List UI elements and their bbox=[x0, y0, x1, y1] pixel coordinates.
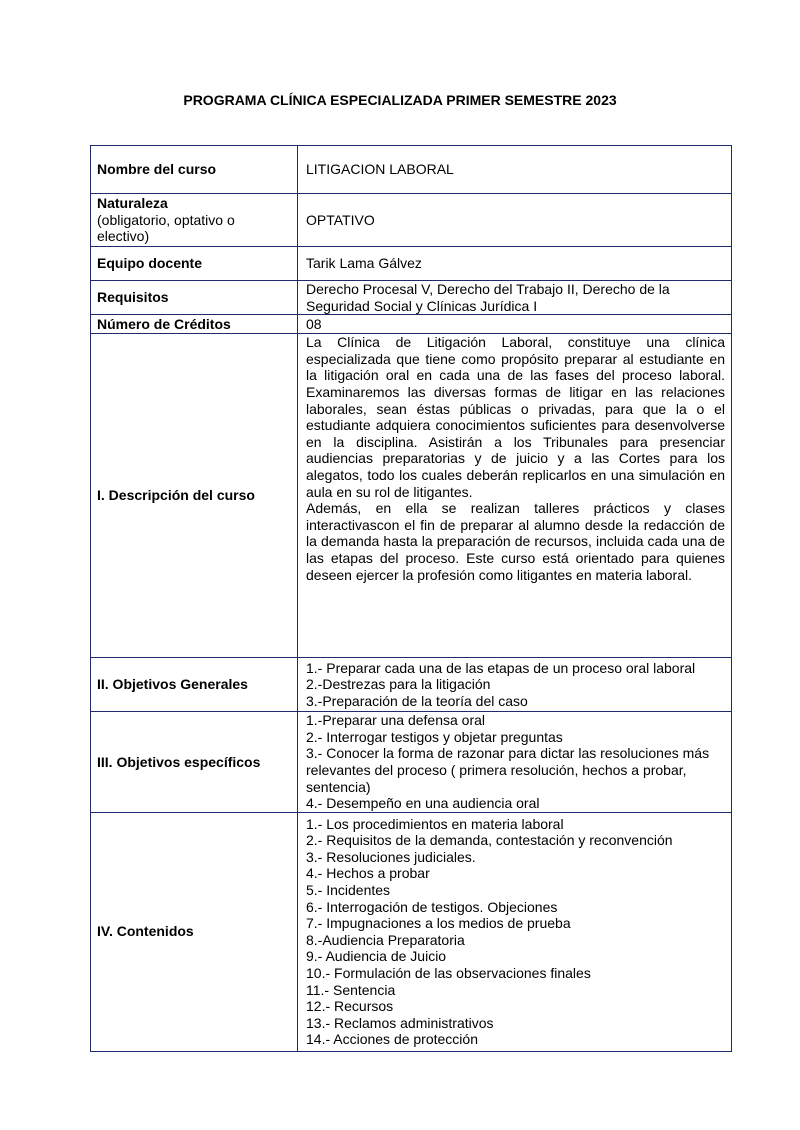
value-creditos: 08 bbox=[298, 315, 732, 334]
row-objetivos-especificos bbox=[91, 712, 732, 813]
value-equipo: Tarik Lama Gálvez bbox=[298, 247, 732, 281]
list-item: 7.- Impugnaciones a los medios de prueba bbox=[306, 915, 571, 932]
value-requisitos: Derecho Procesal V, Derecho del Trabajo II, Derecho de la Seguridad Social y Clínicas Jurídica I bbox=[298, 281, 732, 315]
label-objetivos-especificos: III. Objetivos específicos bbox=[91, 712, 298, 813]
row-requisitos bbox=[91, 281, 732, 315]
row-contenidos bbox=[91, 812, 732, 1051]
list-item: 8.-Audiencia Preparatoria bbox=[306, 931, 465, 948]
list-item: 9.- Audiencia de Juicio bbox=[306, 948, 447, 965]
list-item: 4.- Desempeño en una audiencia oral bbox=[306, 795, 540, 812]
label-descripcion: I. Descripción del curso bbox=[91, 334, 298, 658]
descripcion-paragraph-2: Además, en ella se realizan talleres prácticos y clases interactivascon el fin de preparar al alumno desde la redacción de la demanda hasta la preparación de recursos, incluida cada una de las etapas del proceso. Este curso está orientado para quienes deseen ejercer la profesión como litigantes en materia laboral. bbox=[306, 500, 725, 583]
row-equipo bbox=[91, 247, 732, 281]
row-descripcion bbox=[91, 334, 732, 658]
list-item: 3.- Conocer la forma de razonar para dictar las resoluciones más relevantes del proceso ( primera resolución, hechos a probar, sentencia) bbox=[306, 745, 710, 795]
label-creditos: Número de Créditos bbox=[91, 315, 298, 334]
label-naturaleza bbox=[91, 194, 298, 247]
list-item: 12.- Recursos bbox=[306, 998, 394, 1015]
naturaleza-subtitle: (obligatorio, optativo o electivo) bbox=[97, 211, 235, 245]
list-item: 2.- Interrogar testigos y objetar preguntas bbox=[306, 728, 563, 745]
list-item: 1.-Preparar una defensa oral bbox=[306, 712, 485, 729]
row-creditos bbox=[91, 315, 732, 334]
list-item: 10.- Formulación de las observaciones finales bbox=[306, 964, 591, 981]
list-item: 1.- Los procedimientos en materia laboral bbox=[306, 815, 564, 832]
value-naturaleza: OPTATIVO bbox=[298, 194, 732, 247]
label-objetivos-generales: II. Objetivos Generales bbox=[91, 658, 298, 712]
list-item: 3.-Preparación de la teoría del caso bbox=[306, 692, 528, 709]
row-objetivos-generales bbox=[91, 658, 732, 712]
value-objetivos-especificos bbox=[298, 712, 732, 813]
label-nombre: Nombre del curso bbox=[91, 146, 298, 194]
list-item: 5.- Incidentes bbox=[306, 881, 391, 898]
list-item: 11.- Sentencia bbox=[306, 981, 396, 998]
value-contenidos bbox=[298, 812, 732, 1051]
list-item: 6.- Interrogación de testigos. Objeciones bbox=[306, 898, 558, 915]
label-requisitos: Requisitos bbox=[91, 281, 298, 315]
label-contenidos: IV. Contenidos bbox=[91, 812, 298, 1051]
descripcion-paragraph-1: La Clínica de Litigación Laboral, constituye una clínica especializada que tiene como propósito preparar al estudiante en la litigación oral en cada una de las fases del proceso laboral. Examinaremos las diversas formas de litigar en las relaciones laborales, sean éstas públicas o privadas, para que la o el estudiante adquiera conocimientos suficientes para desenvolverse en la disciplina. Asistirán a los Tribunales para presenciar audiencias preparatorias y de juicio y a las Cortes para los alegatos, todo los cuales deberán replicarlos en una simulación en aula en su rol de litigantes. bbox=[306, 334, 725, 500]
row-nombre bbox=[91, 146, 732, 194]
value-nombre: LITIGACION LABORAL bbox=[298, 146, 732, 194]
value-objetivos-generales bbox=[298, 658, 732, 712]
course-program-table bbox=[90, 145, 732, 1052]
value-descripcion bbox=[298, 334, 732, 658]
list-item: 2.- Requisitos de la demanda, contestación y reconvención bbox=[306, 832, 673, 849]
list-item: 14.- Acciones de protección bbox=[306, 1031, 478, 1048]
row-naturaleza bbox=[91, 194, 732, 247]
list-item: 4.- Hechos a probar bbox=[306, 865, 430, 882]
list-item: 1.- Preparar cada una de las etapas de un proceso oral laboral bbox=[306, 659, 696, 676]
label-equipo: Equipo docente bbox=[91, 247, 298, 281]
list-item: 13.- Reclamos administrativos bbox=[306, 1014, 494, 1031]
list-item: 2.-Destrezas para la litigación bbox=[306, 676, 491, 693]
page-title: PROGRAMA CLÍNICA ESPECIALIZADA PRIMER SEMESTRE 2023 bbox=[183, 92, 617, 108]
list-item: 3.- Resoluciones judiciales. bbox=[306, 848, 476, 865]
naturaleza-title: Naturaleza bbox=[97, 195, 168, 212]
